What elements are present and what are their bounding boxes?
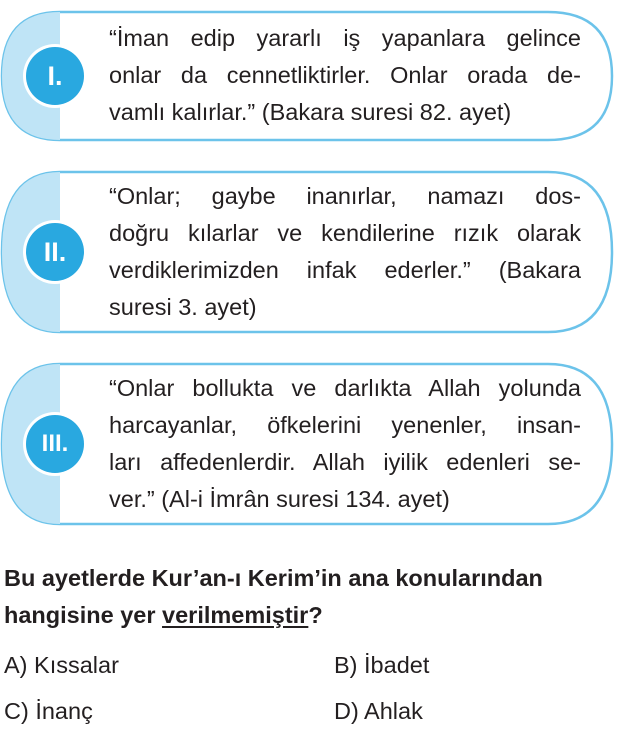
verse-text-1 (109, 20, 581, 131)
question-line-2 (4, 597, 616, 634)
verse-line: harcayanlar, öfkelerini yenenler, insan- (109, 412, 581, 438)
option-a[interactable]: A) Kıssalar (4, 652, 119, 678)
verse-line: suresi 3. ayet) (109, 294, 257, 320)
verse-line: verdiklerimizden infak ederler.” (Bakara (109, 257, 581, 283)
verse-card-1 (0, 10, 617, 142)
question-underlined-word: verilmemiştir (162, 602, 309, 628)
verse-line: “İman edip yararlı iş yapanlara gelince (109, 25, 581, 51)
verse-line: “Onlar bollukta ve darlıkta Allah yolunda (109, 375, 581, 401)
option-b[interactable]: B) İbadet (334, 652, 430, 678)
verse-text-2 (109, 178, 581, 326)
option-d[interactable]: D) Ahlak (334, 698, 423, 724)
verse-text-3 (109, 370, 581, 518)
numeral-badge-3: III. (26, 415, 84, 473)
numeral-badge-2: II. (26, 223, 84, 281)
verse-card-3 (0, 362, 617, 526)
option-c[interactable]: C) İnanç (4, 698, 93, 724)
question-mark: ? (308, 602, 323, 628)
verse-line: ları affedenlerdir. Allah iyilik edenleri se- (109, 449, 581, 475)
question-line-1: Bu ayetlerde Kur’an-ı Kerim’in ana konularından (4, 565, 543, 591)
verse-line: onlar da cennetliktirler. Onlar orada de- (109, 62, 581, 88)
verse-line: “Onlar; gaybe inanırlar, namazı dos- (109, 183, 581, 209)
verse-line: doğru kılarlar ve kendilerine rızık olarak (109, 220, 581, 246)
numeral-badge-1: I. (26, 47, 84, 105)
verse-line: ver.” (Al-i İmrân suresi 134. ayet) (109, 486, 450, 512)
verse-card-2 (0, 170, 617, 334)
question-stem (4, 560, 616, 634)
verse-line: vamlı kalırlar.” (Bakara suresi 82. ayet) (109, 99, 512, 125)
question-prefix: hangisine yer (4, 602, 163, 628)
